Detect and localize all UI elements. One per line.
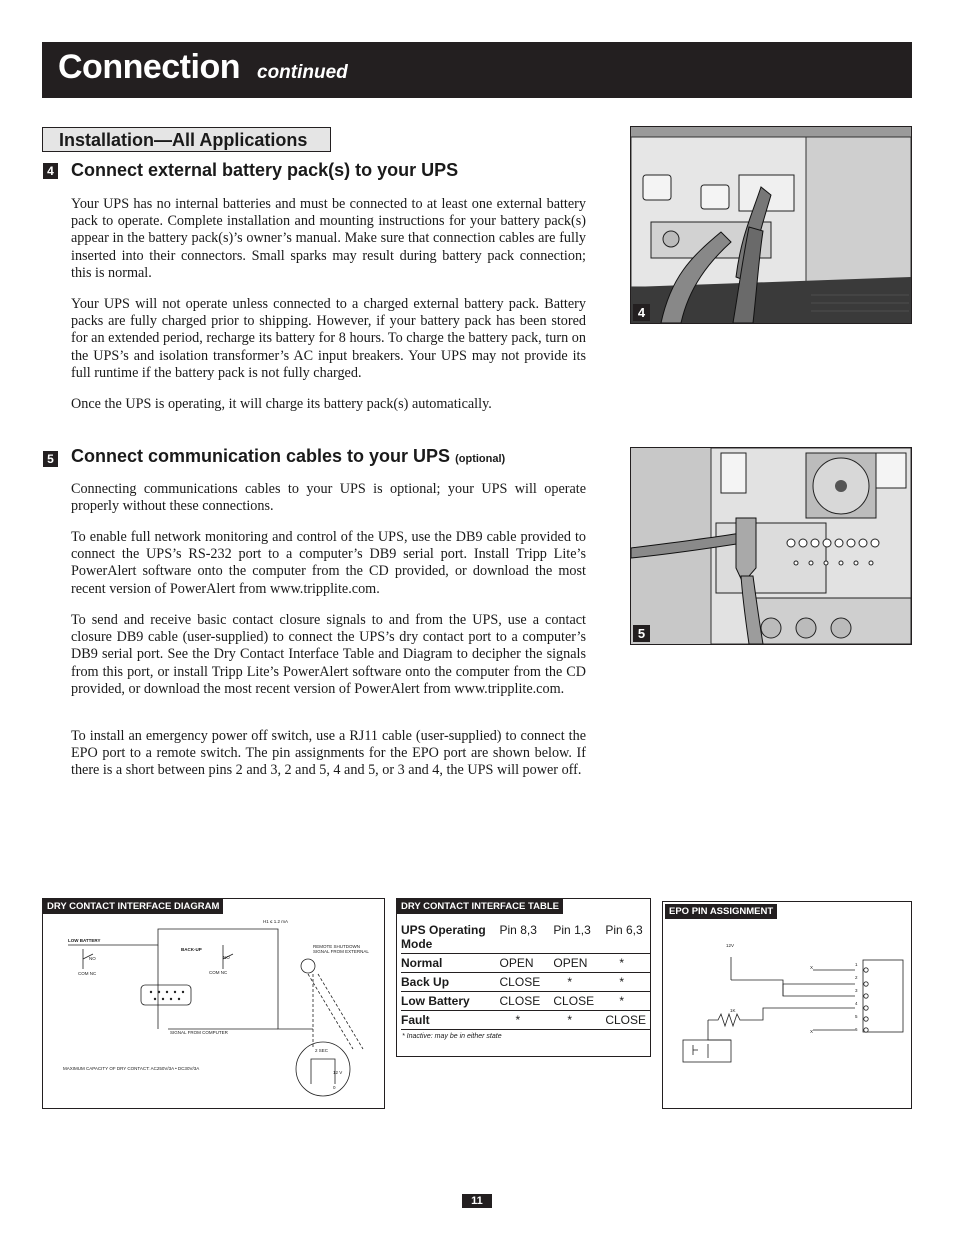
no-label-2: NO (223, 955, 230, 960)
table-header-cell: Pin 1,3 (553, 921, 605, 954)
table-header-cell: Pin 6,3 (605, 921, 650, 954)
table-cell: CLOSE (553, 992, 605, 1011)
table-cell: Fault (401, 1011, 500, 1030)
communication-ports-photo (630, 447, 912, 645)
dry-contact-diagram-title: DRY CONTACT INTERFACE DIAGRAM (43, 899, 223, 914)
dry-contact-table-title: DRY CONTACT INTERFACE TABLE (397, 899, 563, 914)
com-nc-label-1: COM NC (78, 971, 97, 976)
photo-4-label: 4 (633, 304, 650, 321)
table-cell: Back Up (401, 973, 500, 992)
dry-contact-table (401, 921, 650, 1030)
table-header-cell: UPS Operating Mode (401, 921, 500, 954)
header-bar (42, 42, 912, 98)
table-cell: * (553, 1011, 605, 1030)
table-cell: CLOSE (500, 992, 554, 1011)
communication-ports-illustration (631, 448, 911, 644)
low-battery-label: LOW BATTERY (68, 938, 101, 943)
remote-shutdown-label: REMOTE SHUTDOWN SIGNAL FROM EXTERNAL (313, 944, 369, 954)
step4-paragraph-3: Once the UPS is operating, it will charge its battery pack(s) automatically. (71, 396, 492, 412)
epo-x-label-2: X (810, 1029, 814, 1034)
current-label: H1 ≤ 1.2 mA (263, 919, 288, 924)
table-header-cell: Pin 8,3 (500, 921, 554, 954)
epo-pin-2: 2 (855, 975, 858, 980)
table-row (401, 1011, 650, 1030)
table-cell: CLOSE (605, 1011, 650, 1030)
table-row (401, 973, 650, 992)
epo-pin-1: 1 (855, 962, 858, 967)
step4-number: 4 (43, 163, 58, 179)
step4-paragraph-1: Your UPS has no internal batteries and must be connected to at least one external battery pack to operate. Complete installation and mounting instructions for your battery pack(s) appear in the battery pack(s)’s owner’s manual. Make sure that connection cables are fully inserted into their connectors. Small sparks may result during battery pack connection; this is normal. (71, 196, 586, 281)
dry-contact-table-panel (396, 898, 651, 1057)
dry-contact-diagram-panel (42, 898, 385, 1109)
step5-paragraph-3: To send and receive basic contact closure signals to and from the UPS, use a contact closure DB9 cable (user-supplied) to connect the UPS’s dry contact port to a computer’s DB9 serial port. See the Dry Contact Interface Table and Diagram to decipher the signals from this port, or install Tripp Lite’s PowerAlert software onto the computer from the CD provided, or download the most recent version of PowerAlert from www.tripplite.com. (71, 612, 586, 697)
epo-pin-3: 3 (855, 988, 858, 993)
table-header-row (401, 921, 650, 954)
step5-paragraph-2: To enable full network monitoring and control of the UPS, use the DB9 cable provided to connect the UPS’s RS-232 port to a computer’s DB9 serial port. Install Tripp Lite’s PowerAlert software onto the computer from the CD provided, or download the most recent version of PowerAlert from www.tripplite.com. (71, 529, 586, 597)
table-cell: * (500, 1011, 554, 1030)
table-row (401, 992, 650, 1011)
page-subtitle: continued (257, 62, 348, 83)
page-number: 11 (462, 1194, 492, 1208)
table-cell: CLOSE (500, 973, 554, 992)
epo-pin-6: 6 (855, 1027, 858, 1032)
table-footnote: * Inactive: may be in either state (402, 1033, 502, 1040)
epo-1k-label: 1K (730, 1008, 736, 1013)
table-cell: OPEN (500, 954, 554, 973)
epo-x-label-1: X (810, 965, 814, 970)
photo-5-label: 5 (633, 625, 650, 642)
timing-label-12v: 12 V (333, 1070, 343, 1075)
table-row (401, 954, 650, 973)
section-title: Installation—All Applications (42, 127, 331, 152)
step4-heading: Connect external battery pack(s) to your UPS (71, 160, 459, 180)
backup-label: BACK-UP (181, 947, 202, 952)
battery-connection-photo (630, 126, 912, 324)
no-label-1: NO (89, 956, 96, 961)
epo-12v-label: 12V (726, 943, 735, 948)
timing-label-2sec: 2 SEC (315, 1048, 329, 1053)
battery-connection-illustration (631, 127, 911, 323)
table-cell: Low Battery (401, 992, 500, 1011)
step4-paragraph-2: Your UPS will not operate unless connected to a charged external battery pack. Battery packs are fully charged prior to shipping. However, if your battery pack has been stored for an extended period, recharge its battery for 8 hours. To charge the battery pack, turn on the UPS’s and isolation transformer’s AC input breakers. Your UPS may not provide its full runtime if the battery pack is not fully charged. (71, 296, 586, 381)
com-nc-label-2: COM NC (209, 970, 228, 975)
epo-circuit (663, 902, 911, 1108)
max-capacity-label: MAXIMUM CAPACITY OF DRY CONTACT: AC250V/3A • DC30V/3A (63, 1066, 200, 1071)
table-cell: * (605, 973, 650, 992)
table-cell: Normal (401, 954, 500, 973)
epo-pin-4: 4 (855, 1001, 858, 1006)
step5-paragraph-1: Connecting communications cables to your UPS is optional; your UPS will operate properly without these connections. (71, 481, 586, 515)
step5-number: 5 (43, 451, 58, 467)
epo-pin-5: 5 (855, 1014, 858, 1019)
table-cell: * (605, 954, 650, 973)
timing-label-0: 0 (333, 1085, 336, 1090)
step5-heading-note: (optional) (455, 453, 506, 465)
epo-pin-title: EPO PIN ASSIGNMENT (665, 904, 777, 919)
table-cell: * (553, 973, 605, 992)
epo-pin-panel (662, 901, 912, 1109)
step5-heading-text: Connect communication cables to your UPS (71, 446, 451, 466)
step5-paragraph-4: To install an emergency power off switch, use a RJ11 cable (user-supplied) to connect the EPO port to a remote switch. The pin assignments for the EPO port are shown below. If there is a short between pins 2 and 3, 2 and 5, 4 and 5, or 3 and 4, the UPS will power off. (71, 728, 586, 779)
dry-contact-circuit (43, 899, 384, 1108)
table-cell: OPEN (553, 954, 605, 973)
signal-from-computer-label: SIGNAL FROM COMPUTER (170, 1030, 228, 1035)
table-cell: * (605, 992, 650, 1011)
step5-heading (71, 446, 505, 467)
page-title: Connection (58, 48, 240, 86)
